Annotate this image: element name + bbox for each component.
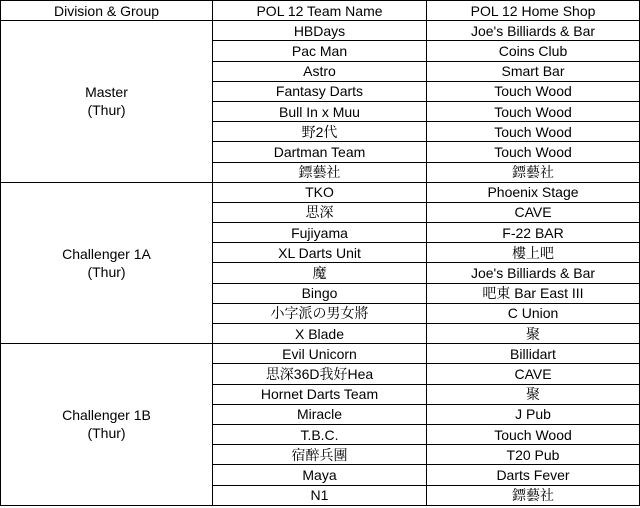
team-name-cell: 鏢藝社 bbox=[213, 162, 427, 182]
home-shop-cell: 吧東 Bar East III bbox=[427, 283, 640, 303]
division-name: Challenger 1B bbox=[62, 407, 151, 424]
team-name-cell: Astro bbox=[213, 61, 427, 81]
home-shop-cell: Touch Wood bbox=[427, 424, 640, 444]
team-name-cell: XL Darts Unit bbox=[213, 243, 427, 263]
header-division: Division & Group bbox=[1, 1, 213, 21]
division-cell bbox=[1, 344, 213, 506]
team-name-cell: X Blade bbox=[213, 324, 427, 344]
division-day: (Thur) bbox=[87, 263, 126, 280]
team-name-cell: Maya bbox=[213, 465, 427, 485]
home-shop-cell: 聚 bbox=[427, 384, 640, 404]
table-body bbox=[1, 21, 640, 506]
home-shop-cell: CAVE bbox=[427, 364, 640, 384]
home-shop-cell: Phoenix Stage bbox=[427, 182, 640, 202]
team-name-cell: Dartman Team bbox=[213, 142, 427, 162]
team-name-cell: N1 bbox=[213, 485, 427, 505]
division-name: Challenger 1A bbox=[62, 245, 151, 262]
header-team-name: POL 12 Team Name bbox=[213, 1, 427, 21]
home-shop-cell: Joe's Billiards & Bar bbox=[427, 21, 640, 41]
team-name-cell: T.B.C. bbox=[213, 424, 427, 444]
team-name-cell: Bingo bbox=[213, 283, 427, 303]
team-name-cell: 野2代 bbox=[213, 122, 427, 142]
home-shop-cell: 鏢藝社 bbox=[427, 162, 640, 182]
team-name-cell: 小字派の男女將 bbox=[213, 303, 427, 323]
home-shop-cell: 樓上吧 bbox=[427, 243, 640, 263]
home-shop-cell: F-22 BAR bbox=[427, 223, 640, 243]
home-shop-cell: 聚 bbox=[427, 324, 640, 344]
team-name-cell: Hornet Darts Team bbox=[213, 384, 427, 404]
home-shop-cell: Billidart bbox=[427, 344, 640, 364]
header-home-shop: POL 12 Home Shop bbox=[427, 1, 640, 21]
table-row bbox=[1, 21, 640, 41]
team-name-cell: 魔 bbox=[213, 263, 427, 283]
home-shop-cell: J Pub bbox=[427, 404, 640, 424]
home-shop-cell: 鏢藝社 bbox=[427, 485, 640, 505]
table-row bbox=[1, 344, 640, 364]
division-name: Master bbox=[85, 84, 128, 101]
team-name-cell: 思深36D我好Hea bbox=[213, 364, 427, 384]
home-shop-cell: CAVE bbox=[427, 202, 640, 222]
team-name-cell: Miracle bbox=[213, 404, 427, 424]
home-shop-cell: Touch Wood bbox=[427, 81, 640, 101]
home-shop-cell: Smart Bar bbox=[427, 61, 640, 81]
team-name-cell: TKO bbox=[213, 182, 427, 202]
team-name-cell: Fantasy Darts bbox=[213, 81, 427, 101]
home-shop-cell: Darts Fever bbox=[427, 465, 640, 485]
team-name-cell: 宿醉兵團 bbox=[213, 445, 427, 465]
team-name-cell: 思深 bbox=[213, 202, 427, 222]
home-shop-cell: C Union bbox=[427, 303, 640, 323]
team-name-cell: Pac Man bbox=[213, 41, 427, 61]
header-row bbox=[1, 1, 640, 21]
home-shop-cell: Touch Wood bbox=[427, 142, 640, 162]
team-name-cell: Fujiyama bbox=[213, 223, 427, 243]
team-name-cell: Bull In x Muu bbox=[213, 101, 427, 121]
division-cell bbox=[1, 21, 213, 183]
team-name-cell: Evil Unicorn bbox=[213, 344, 427, 364]
division-day: (Thur) bbox=[87, 102, 126, 119]
division-cell bbox=[1, 182, 213, 344]
table-row bbox=[1, 182, 640, 202]
home-shop-cell: Touch Wood bbox=[427, 122, 640, 142]
home-shop-cell: T20 Pub bbox=[427, 445, 640, 465]
home-shop-cell: Coins Club bbox=[427, 41, 640, 61]
home-shop-cell: Touch Wood bbox=[427, 101, 640, 121]
home-shop-cell: Joe's Billiards & Bar bbox=[427, 263, 640, 283]
division-day: (Thur) bbox=[87, 425, 126, 442]
team-name-cell: HBDays bbox=[213, 21, 427, 41]
